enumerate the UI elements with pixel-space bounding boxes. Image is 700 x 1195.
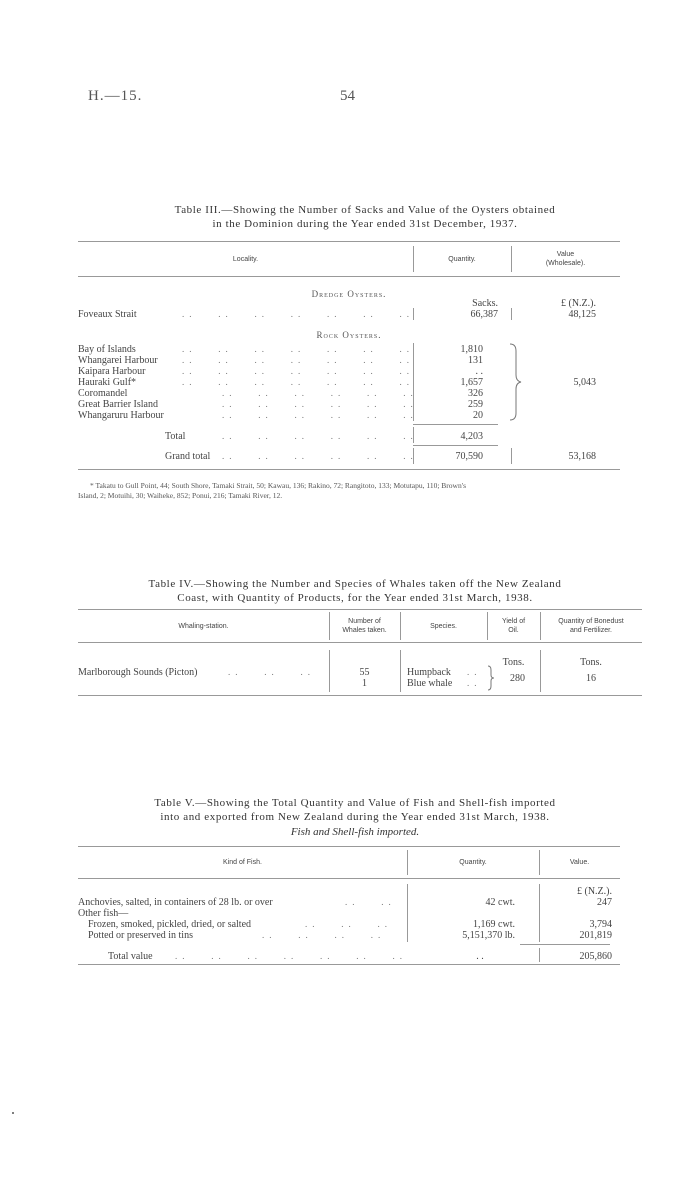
header-kind-of-fish: Kind of Fish. <box>223 859 262 866</box>
total-value: 205,860 <box>579 951 612 962</box>
col-divider <box>329 650 330 692</box>
subtotal-rule <box>520 944 610 945</box>
fish-value: 3,794 <box>589 919 612 930</box>
leader-dots: .. <box>467 678 482 688</box>
table-3-caption-line-1: Table III.—Showing the Number of Sacks and Value of the Oysters obtained <box>174 204 556 216</box>
oil-unit: Tons. <box>502 657 525 668</box>
quantity-unit: Sacks. <box>472 298 498 309</box>
fish-quantity: 5,151,370 lb. <box>462 930 515 941</box>
header-quantity: Quantity. <box>448 256 476 263</box>
table-3-bottom-rule <box>78 469 620 470</box>
table-4-caption-line-2: Coast, with Quantity of Products, for the Year ended 31st March, 1938. <box>177 592 533 604</box>
header-bonedust: Quantity of Bonedust <box>558 618 624 625</box>
leader-dots: .. .. .. .. .. .. <box>222 399 418 409</box>
col-divider <box>511 448 512 464</box>
rock-locality: Whangaruru Harbour <box>78 410 164 421</box>
value-unit: £ (N.Z.). <box>561 298 596 309</box>
leader-dots: .. .. .. .. .. .. .. <box>182 377 414 387</box>
value-unit: £ (N.Z.). <box>577 886 612 897</box>
rock-quantity: 1,657 <box>460 377 483 388</box>
rock-quantity: 20 <box>473 410 483 421</box>
table-4-header-rule <box>78 642 642 643</box>
leader-dots: .. .. .. .. .. .. .. <box>182 344 414 354</box>
col-divider <box>539 884 540 942</box>
header-oil-sub: Oil. <box>508 627 519 634</box>
station-name: Marlborough Sounds (Picton) <box>78 667 198 678</box>
table-4-bottom-rule <box>78 695 642 696</box>
leader-dots: .. .. .. .. .. .. .. <box>182 355 414 365</box>
dredge-quantity: 66,387 <box>470 309 498 320</box>
rock-locality: Whangarei Harbour <box>78 355 158 366</box>
whale-species: Humpback <box>407 667 451 678</box>
table-4-top-rule <box>78 609 642 610</box>
rock-quantity: 326 <box>468 388 483 399</box>
rock-locality: Great Barrier Island <box>78 399 158 410</box>
table-5-subtitle: Fish and Shell-fish imported. <box>290 826 420 838</box>
page-number: 54 <box>340 88 355 104</box>
table-3-caption-line-2: in the Dominion during the Year ended 31st December, 1937. <box>212 218 518 230</box>
rock-locality: Coromandel <box>78 388 128 399</box>
header-number-sub: Whales taken. <box>342 627 387 634</box>
rock-locality: Bay of Islands <box>78 344 136 355</box>
table-5-top-rule <box>78 846 620 847</box>
grand-total-value: 53,168 <box>568 451 596 462</box>
leader-dots: .. .. .. .. .. .. .. <box>182 366 414 376</box>
table-4-caption-line-1: Table IV.—Showing the Number and Species of Whales taken off the New Zealand <box>148 578 562 590</box>
col-divider <box>413 308 414 320</box>
header-value-sub: (Wholesale). <box>545 260 586 267</box>
footnote: Island, 2; Motuihi, 30; Waiheke, 852; Ponui, 216; Tamaki River, 12. <box>78 491 283 500</box>
leader-dots: .. <box>467 667 482 677</box>
header-value: Value. <box>569 859 590 866</box>
leader-dots: .. .. .. .. .. .. <box>222 451 418 461</box>
whale-species: Blue whale <box>407 678 453 689</box>
header-bonedust-sub: and Fertilizer. <box>569 627 613 634</box>
oil-yield: 280 <box>510 673 525 684</box>
fish-value: 201,819 <box>579 930 612 941</box>
header-oil: Yield of <box>501 618 526 625</box>
col-divider <box>540 650 541 692</box>
rock-locality: Kaipara Harbour <box>78 366 146 377</box>
leader-dots: .. .. .. .. <box>262 930 386 940</box>
col-divider <box>539 948 540 962</box>
col-divider <box>407 884 408 942</box>
fish-kind: Frozen, smoked, pickled, dried, or salted <box>88 919 252 930</box>
col-divider <box>413 427 414 443</box>
col-divider <box>413 343 414 421</box>
dredge-locality: Foveaux Strait <box>78 309 137 320</box>
col-divider <box>413 448 414 464</box>
dredge-oysters-heading: Dredge Oysters. <box>311 289 387 299</box>
total-quantity: 4,203 <box>460 431 483 442</box>
bonedust-quantity: 16 <box>586 673 596 684</box>
subtotal-rule <box>413 424 498 425</box>
fish-value: 247 <box>597 897 612 908</box>
table-5-bottom-rule <box>78 964 620 965</box>
rock-quantity: 131 <box>468 355 483 366</box>
whale-count: 1 <box>362 678 367 689</box>
col-divider <box>400 650 401 692</box>
rock-quantity: 1,810 <box>460 344 483 355</box>
leader-dots: .. .. .. .. .. .. <box>222 410 418 420</box>
rock-quantity: . . <box>475 366 483 377</box>
fish-kind: Other fish— <box>78 908 129 919</box>
header-quantity: Quantity. <box>459 859 487 866</box>
header-whaling-station: Whaling-station. <box>178 623 229 630</box>
header-species: Species. <box>430 623 457 630</box>
table-5-caption-line-1: Table V.—Showing the Total Quantity and Value of Fish and Shell-fish imported <box>154 797 556 809</box>
fish-kind: Anchovies, salted, in containers of 28 lb. or over <box>78 897 273 908</box>
leader-dots: .. .. .. <box>228 667 315 677</box>
fish-quantity: 42 cwt. <box>485 897 515 908</box>
total-value-label: Total value <box>108 951 153 962</box>
leader-dots: .. .. .. <box>305 919 392 929</box>
header-locality: Locality. <box>232 256 259 263</box>
total-label: Total <box>165 431 186 442</box>
leader-dots: .. .. .. .. .. .. .. <box>182 309 414 319</box>
table-3-top-rule <box>78 241 620 242</box>
leader-dots: .. .. .. .. .. .. <box>222 431 418 441</box>
leader-dots: .. .. <box>345 897 396 907</box>
col-divider <box>511 308 512 320</box>
rock-locality: Hauraki Gulf* <box>78 377 137 388</box>
rock-oysters-heading: Rock Oysters. <box>316 330 382 340</box>
bonedust-unit: Tons. <box>580 657 602 668</box>
table-3-header-rule <box>78 276 620 277</box>
subtotal-rule <box>413 445 498 446</box>
table-5-header-rule <box>78 878 620 879</box>
scan-speck <box>12 1112 14 1114</box>
grand-total-quantity: 70,590 <box>455 451 483 462</box>
grand-total-label: Grand total <box>165 451 211 462</box>
leader-dots: .. .. .. .. .. .. <box>222 388 418 398</box>
footnote: * Takatu to Gull Point, 44; South Shore, Tamaki Strait, 50; Kawau, 136; Rakino, 72; Rangitoto, 133; Motutapu, 110; Brown's <box>90 481 466 490</box>
page-reference: H.—15. <box>88 88 143 104</box>
fish-kind: Potted or preserved in tins <box>88 930 193 941</box>
whale-count: 55 <box>359 667 370 678</box>
header-number: Number of <box>348 618 381 625</box>
rock-quantity: 259 <box>468 399 483 410</box>
table-5-caption-line-2: into and exported from New Zealand during the Year ended 31st March, 1938. <box>160 811 550 823</box>
fish-quantity: 1,169 cwt. <box>473 919 515 930</box>
dredge-value: 48,125 <box>568 309 596 320</box>
rock-value: 5,043 <box>573 377 596 388</box>
header-value: Value <box>556 251 575 258</box>
leader-dots: .. .. .. .. .. .. .. <box>175 951 407 961</box>
total-quantity: . . <box>476 951 484 962</box>
